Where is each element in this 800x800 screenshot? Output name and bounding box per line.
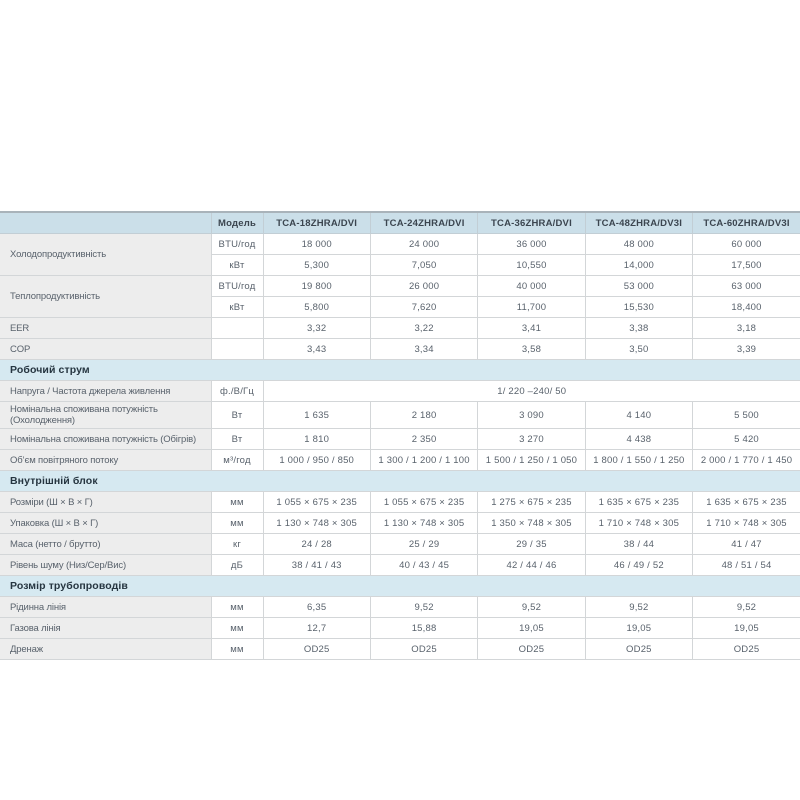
row-label: Рівень шуму (Низ/Сер/Вис) — [0, 555, 211, 576]
value-cell: 29 / 35 — [478, 534, 585, 555]
value-cell: 24 / 28 — [263, 534, 370, 555]
value-cell: 4 140 — [585, 402, 692, 429]
value-cell: 17,500 — [693, 255, 800, 276]
value-cell: 9,52 — [478, 597, 585, 618]
header-empty-cell — [0, 212, 211, 234]
model-name-cell: TCA-18ZHRA/DVI — [263, 212, 370, 234]
value-cell: 2 000 / 1 770 / 1 450 — [693, 450, 800, 471]
spec-row — [0, 234, 800, 255]
unit-cell — [211, 318, 263, 339]
value-cell: 40 / 43 / 45 — [370, 555, 477, 576]
value-cell: 2 350 — [370, 429, 477, 450]
value-cell: OD25 — [478, 639, 585, 660]
value-cell: 1/ 220 –240/ 50 — [263, 381, 800, 402]
row-label: Маса (нетто / брутто) — [0, 534, 211, 555]
model-name-cell: TCA-36ZHRA/DVI — [478, 212, 585, 234]
unit-cell: кВт — [211, 297, 263, 318]
table-header-row — [0, 212, 800, 234]
value-cell: 1 800 / 1 550 / 1 250 — [585, 450, 692, 471]
value-cell: 3,38 — [585, 318, 692, 339]
spec-row — [0, 402, 800, 429]
row-label: Теплопродуктивність — [0, 276, 211, 318]
model-label-cell: Модель — [211, 212, 263, 234]
value-cell: 5 420 — [693, 429, 800, 450]
value-cell: 1 000 / 950 / 850 — [263, 450, 370, 471]
row-label: Номінальна споживана потужність (Обігрів) — [0, 429, 211, 450]
unit-cell — [211, 339, 263, 360]
value-cell: 38 / 41 / 43 — [263, 555, 370, 576]
value-cell: 4 438 — [585, 429, 692, 450]
unit-cell: BTU/год — [211, 234, 263, 255]
spec-row — [0, 618, 800, 639]
value-cell: 12,7 — [263, 618, 370, 639]
section-title: Робочий струм — [0, 360, 800, 381]
unit-cell: Вт — [211, 429, 263, 450]
value-cell: 5 500 — [693, 402, 800, 429]
value-cell: 18 000 — [263, 234, 370, 255]
spec-row — [0, 513, 800, 534]
section-title: Розмір трубопроводів — [0, 576, 800, 597]
row-label: Розміри (Ш × В × Г) — [0, 492, 211, 513]
value-cell: 6,35 — [263, 597, 370, 618]
spec-row — [0, 492, 800, 513]
value-cell: 1 055 × 675 × 235 — [370, 492, 477, 513]
value-cell: 11,700 — [478, 297, 585, 318]
unit-cell: BTU/год — [211, 276, 263, 297]
value-cell: 7,620 — [370, 297, 477, 318]
value-cell: 48 / 51 / 54 — [693, 555, 800, 576]
value-cell: 3,32 — [263, 318, 370, 339]
section-header-row — [0, 576, 800, 597]
row-label: Газова лінія — [0, 618, 211, 639]
spec-table-body — [0, 234, 800, 660]
row-label: Об’єм повітряного потоку — [0, 450, 211, 471]
unit-cell: кВт — [211, 255, 263, 276]
value-cell: OD25 — [370, 639, 477, 660]
spec-table — [0, 211, 800, 660]
spec-row — [0, 318, 800, 339]
value-cell: 3,39 — [693, 339, 800, 360]
spec-row — [0, 555, 800, 576]
value-cell: 3,18 — [693, 318, 800, 339]
value-cell: 53 000 — [585, 276, 692, 297]
value-cell: 41 / 47 — [693, 534, 800, 555]
value-cell: OD25 — [263, 639, 370, 660]
section-header-row — [0, 360, 800, 381]
value-cell: 1 300 / 1 200 / 1 100 — [370, 450, 477, 471]
value-cell: 9,52 — [370, 597, 477, 618]
value-cell: 3,43 — [263, 339, 370, 360]
value-cell: 18,400 — [693, 297, 800, 318]
row-label: Дренаж — [0, 639, 211, 660]
row-label: Упаковка (Ш × В × Г) — [0, 513, 211, 534]
spec-row — [0, 381, 800, 402]
model-name-cell: TCA-60ZHRA/DV3I — [693, 212, 800, 234]
unit-cell: м³/год — [211, 450, 263, 471]
value-cell: 38 / 44 — [585, 534, 692, 555]
row-label: Рідинна лінія — [0, 597, 211, 618]
value-cell: OD25 — [585, 639, 692, 660]
value-cell: 46 / 49 / 52 — [585, 555, 692, 576]
model-name-cell: TCA-24ZHRA/DVI — [370, 212, 477, 234]
unit-cell: дБ — [211, 555, 263, 576]
value-cell: 3,34 — [370, 339, 477, 360]
spec-row — [0, 534, 800, 555]
value-cell: 3,58 — [478, 339, 585, 360]
value-cell: 15,88 — [370, 618, 477, 639]
value-cell: 3 090 — [478, 402, 585, 429]
unit-cell: мм — [211, 618, 263, 639]
row-label: Холодопродуктивність — [0, 234, 211, 276]
value-cell: 1 130 × 748 × 305 — [370, 513, 477, 534]
spec-row — [0, 639, 800, 660]
spec-row — [0, 276, 800, 297]
unit-cell: кг — [211, 534, 263, 555]
value-cell: 19,05 — [585, 618, 692, 639]
value-cell: 5,800 — [263, 297, 370, 318]
value-cell: 14,000 — [585, 255, 692, 276]
row-label: COP — [0, 339, 211, 360]
value-cell: 7,050 — [370, 255, 477, 276]
value-cell: 48 000 — [585, 234, 692, 255]
unit-cell: мм — [211, 492, 263, 513]
value-cell: 1 350 × 748 × 305 — [478, 513, 585, 534]
value-cell: 10,550 — [478, 255, 585, 276]
unit-cell: Вт — [211, 402, 263, 429]
value-cell: 60 000 — [693, 234, 800, 255]
value-cell: 1 275 × 675 × 235 — [478, 492, 585, 513]
value-cell: 3,22 — [370, 318, 477, 339]
value-cell: 1 635 × 675 × 235 — [693, 492, 800, 513]
value-cell: 24 000 — [370, 234, 477, 255]
row-label: EER — [0, 318, 211, 339]
value-cell: 1 055 × 675 × 235 — [263, 492, 370, 513]
section-header-row — [0, 471, 800, 492]
value-cell: 1 130 × 748 × 305 — [263, 513, 370, 534]
value-cell: OD25 — [693, 639, 800, 660]
value-cell: 1 635 — [263, 402, 370, 429]
value-cell: 15,530 — [585, 297, 692, 318]
value-cell: 1 500 / 1 250 / 1 050 — [478, 450, 585, 471]
value-cell: 3 270 — [478, 429, 585, 450]
value-cell: 1 710 × 748 × 305 — [585, 513, 692, 534]
spec-row — [0, 429, 800, 450]
value-cell: 19 800 — [263, 276, 370, 297]
spec-row — [0, 597, 800, 618]
unit-cell: ф./В/Гц — [211, 381, 263, 402]
value-cell: 25 / 29 — [370, 534, 477, 555]
model-name-cell: TCA-48ZHRA/DV3I — [585, 212, 692, 234]
spec-row — [0, 450, 800, 471]
value-cell: 1 635 × 675 × 235 — [585, 492, 692, 513]
value-cell: 9,52 — [693, 597, 800, 618]
value-cell: 19,05 — [478, 618, 585, 639]
row-label: Номінальна споживана потужність (Охолодження) — [0, 402, 211, 429]
value-cell: 19,05 — [693, 618, 800, 639]
value-cell: 1 710 × 748 × 305 — [693, 513, 800, 534]
value-cell: 3,50 — [585, 339, 692, 360]
value-cell: 2 180 — [370, 402, 477, 429]
unit-cell: мм — [211, 639, 263, 660]
row-label: Напруга / Частота джерела живлення — [0, 381, 211, 402]
value-cell: 5,300 — [263, 255, 370, 276]
unit-cell: мм — [211, 597, 263, 618]
value-cell: 1 810 — [263, 429, 370, 450]
value-cell: 42 / 44 / 46 — [478, 555, 585, 576]
spec-row — [0, 339, 800, 360]
value-cell: 3,41 — [478, 318, 585, 339]
value-cell: 36 000 — [478, 234, 585, 255]
value-cell: 26 000 — [370, 276, 477, 297]
unit-cell: мм — [211, 513, 263, 534]
value-cell: 9,52 — [585, 597, 692, 618]
value-cell: 63 000 — [693, 276, 800, 297]
section-title: Внутрішній блок — [0, 471, 800, 492]
value-cell: 40 000 — [478, 276, 585, 297]
